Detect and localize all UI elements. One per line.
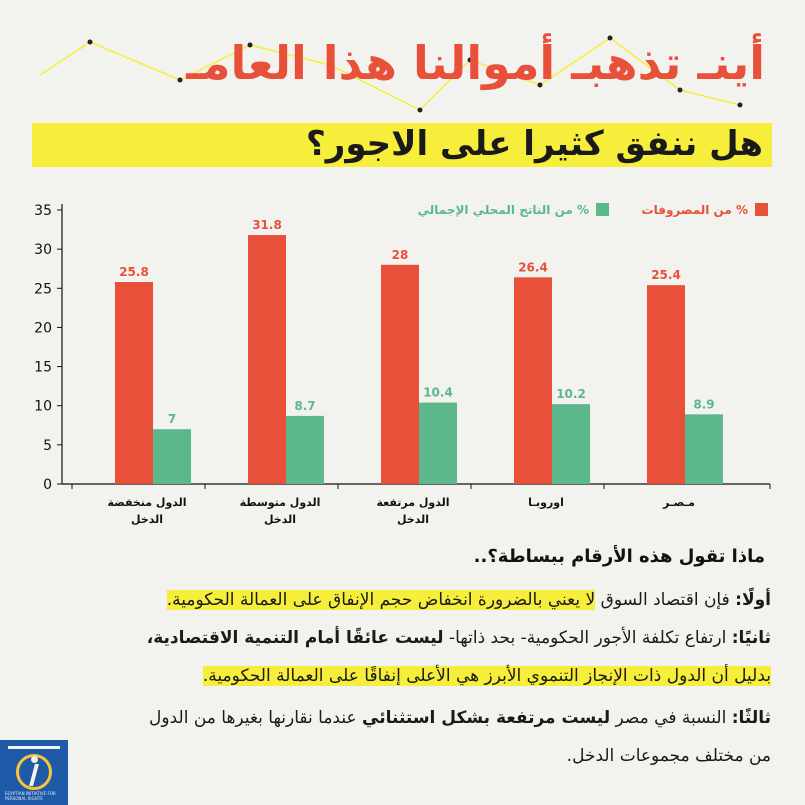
y-tick-label: 15: [34, 359, 52, 376]
point-three-text: النسبة في مصر: [610, 708, 732, 728]
x-tick-label: الدخل: [396, 513, 430, 526]
eipr-logo: [0, 740, 68, 805]
bar-expenditure: [248, 235, 286, 484]
point-one-label: أولًا:: [735, 590, 771, 610]
legend-swatch-gdp: [596, 203, 609, 216]
bar-chart: [0, 190, 805, 535]
y-tick-label: 0: [43, 477, 52, 493]
point-two-label: ثانيًا:: [731, 628, 771, 648]
bar-expenditure: [381, 265, 419, 484]
page-title: أينـ تذهبـ أموالنا هذا العامـ: [186, 36, 765, 90]
x-tick-label: مـصـر: [662, 496, 696, 509]
data-label: 25.8: [119, 265, 149, 280]
point-two-text: ارتفاع تكلفة الأجور الحكومية- بحد ذاتها-: [443, 628, 732, 648]
y-tick-label: 5: [43, 437, 52, 454]
bar-expenditure: [115, 282, 153, 484]
x-tick-label: الدول منخفضة: [107, 496, 187, 509]
data-label: 8.9: [693, 397, 715, 412]
y-tick-label: 20: [34, 320, 52, 337]
x-tick-label: اوروبـا: [528, 496, 564, 509]
bar-gdp: [419, 403, 457, 484]
legend-swatch-expenditure: [755, 203, 768, 216]
point-three-line2: من مختلف مجموعات الدخل.: [566, 746, 771, 766]
x-tick-label: الدول متوسطة: [239, 496, 321, 509]
bar-expenditure: [514, 277, 552, 484]
bar-expenditure: [647, 285, 685, 484]
point-three-text2: عندما نقارنها بغيرها من الدول: [149, 708, 363, 728]
y-tick-label: 10: [34, 398, 52, 415]
bar-gdp: [552, 404, 590, 484]
point-two-line2: [203, 661, 771, 691]
point-one-highlight: لا يعني بالضرورة انخفاض حجم الإنفاق على العمالة الحكومية.: [166, 590, 596, 610]
point-one-text: فإن اقتصاد السوق: [595, 590, 736, 610]
legend-label: % من الناتج المحلي الإجمالي: [417, 203, 589, 217]
point-three-label: ثالثًا:: [731, 708, 771, 728]
x-tick-label: الدول مرتفعة: [376, 496, 450, 509]
analysis-heading: ماذا تقول هذه الأرقام ببساطة؟..: [473, 546, 765, 567]
data-label: 28: [391, 247, 409, 262]
x-tick-label: الدخل: [263, 513, 297, 526]
bar-gdp: [286, 416, 324, 484]
point-three-bold: ليست مرتفعة بشكل استثنائي: [362, 708, 611, 728]
page-subtitle: هل ننفق كثيرا على الاجور؟: [306, 124, 763, 164]
point-two: [147, 623, 771, 653]
data-label: 10.2: [556, 387, 586, 402]
y-tick-label: 30: [34, 242, 52, 259]
point-three: [149, 703, 771, 733]
data-label: 25.4: [651, 268, 681, 283]
point-two-highlight: بدليل أن الدول ذات الإنجاز التنموي الأبرز هي الأعلى إنفاقًا على العمالة الحكومية.: [202, 666, 771, 686]
data-label: 8.7: [294, 398, 316, 413]
logo-caption: EGYPTIAN INITIATIVE FOR PERSONAL RIGHTS: [5, 791, 56, 801]
point-two-bold: ليست عائقًا أمام التنمية الاقتصادية،: [146, 628, 444, 648]
bar-gdp: [685, 414, 723, 484]
x-tick-label: الدخل: [130, 513, 164, 526]
data-label: 7: [167, 412, 177, 427]
data-label: 10.4: [423, 385, 453, 400]
legend-label: % من المصروفات: [641, 203, 748, 217]
data-label: 26.4: [518, 260, 548, 275]
y-tick-label: 25: [34, 281, 52, 298]
y-tick-label: 35: [34, 203, 52, 219]
point-one: [167, 585, 771, 615]
bar-gdp: [153, 429, 191, 484]
data-label: 31.8: [252, 218, 282, 233]
